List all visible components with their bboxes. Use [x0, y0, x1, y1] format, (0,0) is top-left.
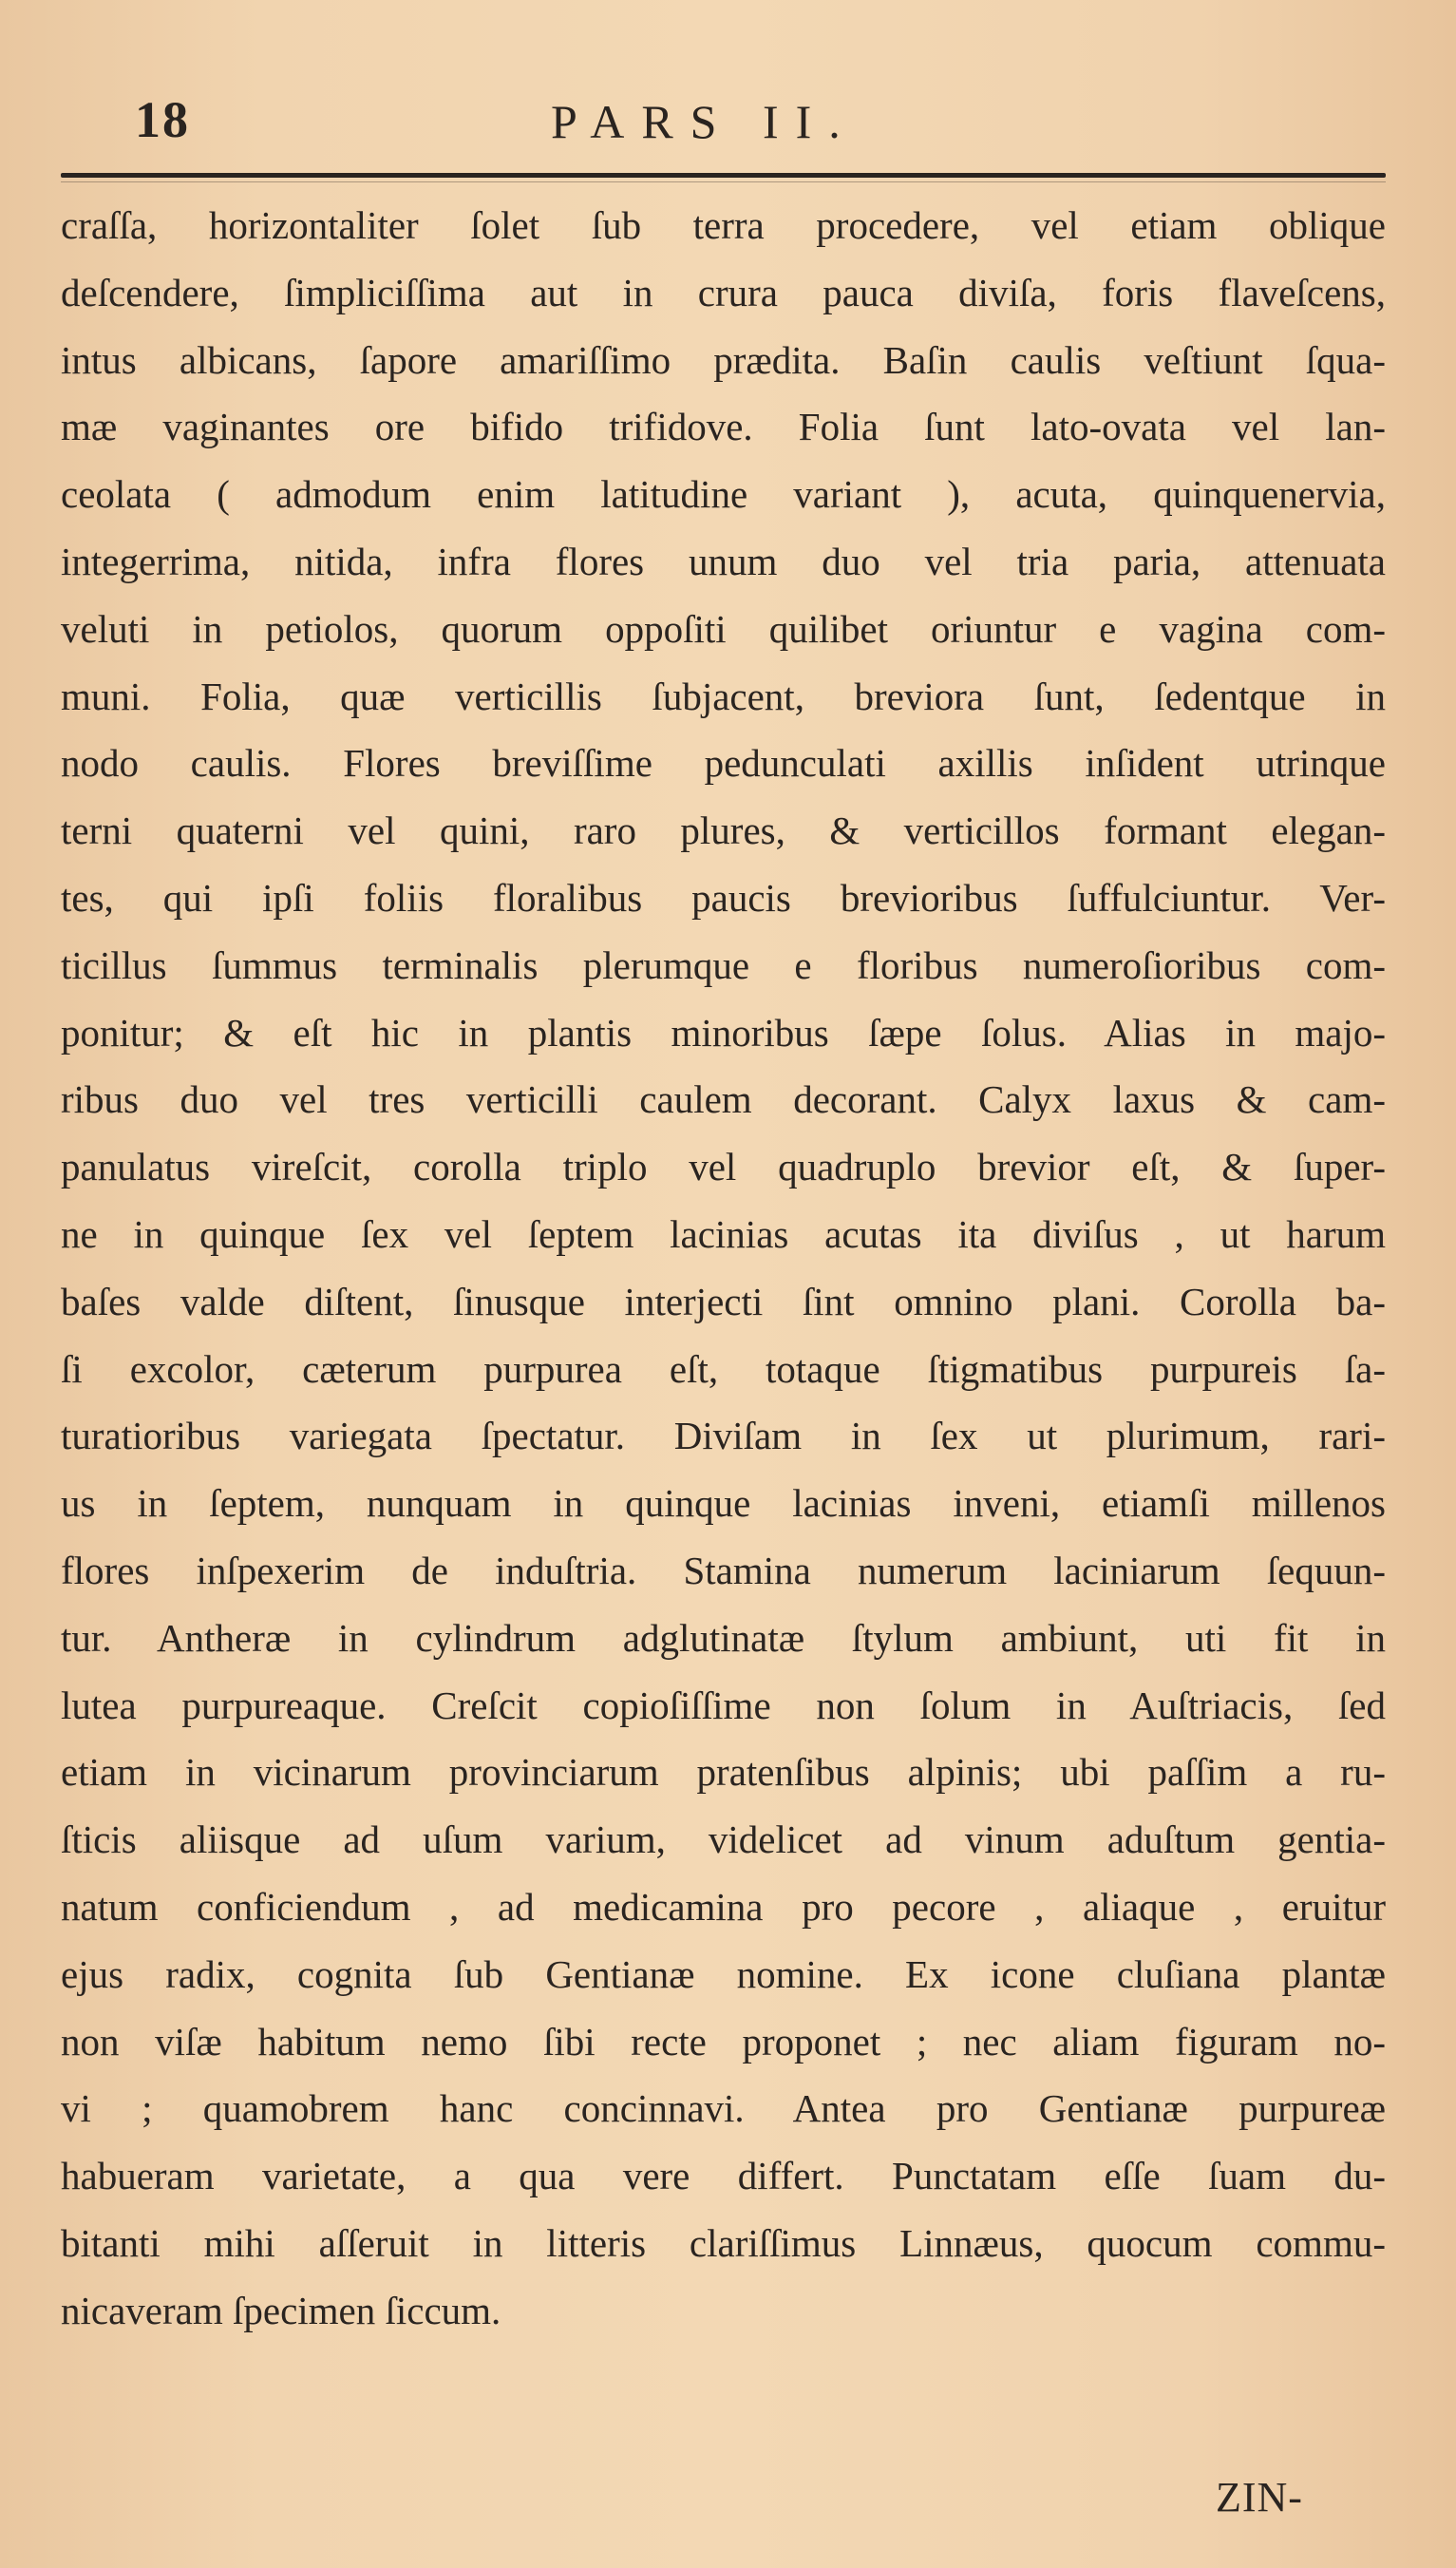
text-line: flores inſpexerim de induſtria. Stamina numerum laciniarum ſequun- [61, 1548, 1386, 1592]
text-line: ponitur; & eſt hic in plantis minoribus ſæpe ſolus. Alias in majo- [61, 1010, 1386, 1055]
text-line: non viſæ habitum nemo ſibi recte proponet ; nec aliam figuram no- [61, 2019, 1386, 2064]
text-line: ejus radix, cognita ſub Gentianæ nomine. Ex icone cluſiana plantæ [61, 1951, 1386, 1996]
text-line: mæ vaginantes ore bifido trifidove. Folia ſunt lato-ovata vel lan- [61, 405, 1386, 449]
text-line: ribus duo vel tres verticilli caulem decorant. Calyx laxus & cam- [61, 1077, 1386, 1122]
text-line: ſi excolor, cæterum purpurea eſt, totaque ſtigmatibus purpureis ſa- [61, 1346, 1386, 1391]
text-line: tur. Antheræ in cylindrum adglutinatæ ſtylum ambiunt, uti fit in [61, 1615, 1386, 1660]
header-rule [61, 173, 1386, 178]
text-line: tes, qui ipſi foliis floralibus paucis brevioribus ſuffulciuntur. Ver- [61, 875, 1386, 920]
text-line: muni. Folia, quæ verticillis ſubjacent, breviora ſunt, ſedentque in [61, 674, 1386, 718]
running-head [0, 90, 1456, 157]
text-line: lutea purpureaque. Creſcit copioſiſſime non ſolum in Auſtriacis, ſed [61, 1683, 1386, 1727]
text-line: bitanti mihi aſſeruit in litteris clariſſimus Linnæus, quocum commu- [61, 2220, 1386, 2265]
text-line: integerrima, nitida, infra flores unum duo vel tria paria, attenuata [61, 539, 1386, 583]
catchword: ZIN- [1216, 2474, 1303, 2520]
text-line: etiam in vicinarum provinciarum pratenſibus alpinis; ubi paſſim a ru- [61, 1750, 1386, 1795]
text-line: terni quaterni vel quini, raro plures, & verticillos formant elegan- [61, 808, 1386, 853]
text-line: turatioribus variegata ſpectatur. Diviſam in ſex ut plurimum, rari- [61, 1414, 1386, 1458]
text-line: ceolata ( admodum enim latitudine variant ), acuta, quinquenervia, [61, 472, 1386, 517]
text-line: veluti in petiolos, quorum oppoſiti quilibet oriuntur e vagina com- [61, 606, 1386, 651]
text-line: vi ; quamobrem hanc concinnavi. Antea pro Gentianæ purpureæ [61, 2086, 1386, 2131]
text-line: us in ſeptem, nunquam in quinque lacinias inveni, etiamſi millenos [61, 1481, 1386, 1526]
header-rule-shadow [61, 181, 1386, 182]
text-line: nodo caulis. Flores breviſſime pedunculati axillis inſident utrinque [61, 741, 1386, 786]
text-line: intus albicans, ſapore amariſſimo prædita. Baſin caulis veſtiunt ſqua- [61, 337, 1386, 382]
text-line: habueram varietate, a qua vere differt. Punctatam eſſe ſuam du- [61, 2154, 1386, 2198]
text-line: craſſa, horizontaliter ſolet ſub terra procedere, vel etiam oblique [61, 203, 1386, 247]
running-title: PARS II. [551, 95, 858, 148]
text-line: ſticis aliisque ad uſum varium, videlicet ad vinum aduſtum gentia- [61, 1817, 1386, 1862]
text-line: panulatus vireſcit, corolla triplo vel quadruplo brevior eſt, & ſuper- [61, 1145, 1386, 1189]
text-line: natum conficiendum , ad medicamina pro pecore , aliaque , eruitur [61, 1884, 1386, 1929]
body-text [61, 192, 1386, 2345]
text-line: nicaveram ſpecimen ſiccum. [61, 2288, 501, 2332]
text-line: ticillus ſummus terminalis plerumque e floribus numeroſioribus com- [61, 942, 1386, 987]
text-line: ne in quinque ſex vel ſeptem lacinias acutas ita diviſus , ut harum [61, 1211, 1386, 1256]
text-line: deſcendere, ſimpliciſſima aut in crura pauca diviſa, foris flaveſcens, [61, 270, 1386, 314]
page-number: 18 [135, 91, 190, 148]
text-line: baſes valde diſtent, ſinusque interjecti ſint omnino plani. Corolla ba- [61, 1279, 1386, 1323]
